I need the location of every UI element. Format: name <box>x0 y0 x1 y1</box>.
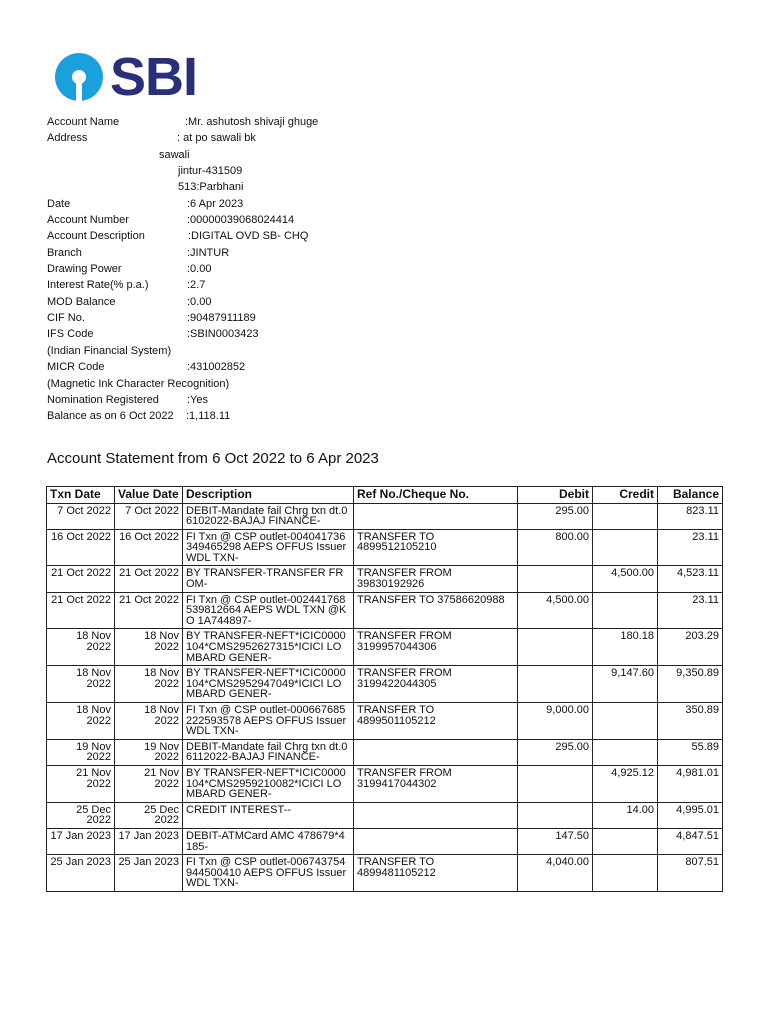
cell-txn-date: 25 Dec 2022 <box>47 802 115 828</box>
cell-balance: 23.11 <box>658 592 723 629</box>
table-row <box>47 566 723 592</box>
cell-value-date: 18 Nov 2022 <box>115 666 183 703</box>
cell-description: CREDIT INTEREST-- <box>183 802 354 828</box>
account-name-value: :Mr. ashutosh shivaji ghuge <box>185 116 319 128</box>
interest-rate-label: Interest Rate(% p.a.) <box>47 279 149 292</box>
address-value: : at po sawali bk <box>177 132 256 145</box>
cell-credit <box>593 855 658 892</box>
cell-txn-date: 25 Jan 2023 <box>47 855 115 892</box>
cell-txn-date: 16 Oct 2022 <box>47 529 115 566</box>
cell-txn-date: 18 Nov 2022 <box>47 666 115 703</box>
cell-debit: 295.00 <box>518 503 593 529</box>
cell-credit <box>593 739 658 765</box>
cell-credit: 14.00 <box>593 802 658 828</box>
cell-balance: 9,350.89 <box>658 666 723 703</box>
cell-debit <box>518 802 593 828</box>
mod-balance-label: MOD Balance <box>47 295 116 308</box>
cell-description: BY TRANSFER-NEFT*ICIC0000104*CMS2952627315*ICICI LOMBARD GENER- <box>183 629 354 666</box>
account-description-value: :DIGITAL OVD SB- CHQ <box>188 230 309 243</box>
cell-value-date: 18 Nov 2022 <box>115 703 183 740</box>
cell-txn-date: 17 Jan 2023 <box>47 828 115 854</box>
cell-balance: 55.89 <box>658 739 723 765</box>
cell-credit <box>593 503 658 529</box>
cell-description: BY TRANSFER-NEFT*ICIC0000104*CMS2959210082*ICICI LOMBARD GENER- <box>183 765 354 802</box>
date-value: :6 Apr 2023 <box>187 197 244 210</box>
cell-value-date: 18 Nov 2022 <box>115 629 183 666</box>
address-line2: sawali <box>159 148 190 161</box>
cell-value-date: 21 Nov 2022 <box>115 765 183 802</box>
micr-note: (Magnetic Ink Character Recognition) <box>47 377 230 390</box>
table-row <box>47 592 723 629</box>
table-row <box>47 739 723 765</box>
cell-value-date: 21 Oct 2022 <box>115 592 183 629</box>
cell-txn-date: 18 Nov 2022 <box>47 629 115 666</box>
cell-ref-no: TRANSFER FROM 3199417044302 <box>354 765 518 802</box>
cell-balance: 350.89 <box>658 703 723 740</box>
table-row <box>47 855 723 892</box>
ifs-code-label: IFS Code <box>47 328 94 341</box>
cell-txn-date: 21 Oct 2022 <box>47 566 115 592</box>
cell-ref-no: TRANSFER TO 37586620988 <box>354 592 518 629</box>
cell-ref-no <box>354 739 518 765</box>
micr-code-value: :431002852 <box>187 361 246 374</box>
cell-description: BY TRANSFER-NEFT*ICIC0000104*CMS2952947049*ICICI LOMBARD GENER- <box>183 666 354 703</box>
cell-credit <box>593 703 658 740</box>
cif-no-label: CIF No. <box>47 312 85 325</box>
cell-balance: 4,847.51 <box>658 828 723 854</box>
col-header-description: Description <box>183 487 354 504</box>
cell-credit: 180.18 <box>593 629 658 666</box>
nomination-value: :Yes <box>187 393 209 406</box>
ifs-note: (Indian Financial System) <box>47 344 172 357</box>
cif-no-value: :90487911189 <box>187 312 256 325</box>
table-header-row <box>47 487 723 504</box>
cell-value-date: 21 Oct 2022 <box>115 566 183 592</box>
brand-name: SBI <box>110 47 198 107</box>
col-header-txn-date: Txn Date <box>47 487 115 504</box>
cell-debit: 9,000.00 <box>518 703 593 740</box>
cell-description: BY TRANSFER-TRANSFER FROM- <box>183 566 354 592</box>
cell-description: FI Txn @ CSP outlet-000667685222593578 AEPS OFFUS Issuer WDL TXN- <box>183 703 354 740</box>
cell-credit <box>593 529 658 566</box>
cell-debit: 800.00 <box>518 529 593 566</box>
cell-balance: 823.11 <box>658 503 723 529</box>
cell-ref-no: TRANSFER FROM 39830192926 <box>354 566 518 592</box>
col-header-credit: Credit <box>593 487 658 504</box>
cell-value-date: 7 Oct 2022 <box>115 503 183 529</box>
cell-debit <box>518 765 593 802</box>
statement-table <box>46 486 723 892</box>
cell-value-date: 17 Jan 2023 <box>115 828 183 854</box>
cell-description: DEBIT-Mandate fail Chrg txn dt.06102022-BAJAJ FINANCE- <box>183 503 354 529</box>
account-number-label: Account Number <box>47 214 129 227</box>
cell-balance: 807.51 <box>658 855 723 892</box>
cell-description: FI Txn @ CSP outlet-004041736349465298 AEPS OFFUS Issuer WDL TXN- <box>183 529 354 566</box>
address-label: Address <box>47 132 88 145</box>
balance-as-on-value: :1,118.11 <box>186 410 231 423</box>
cell-ref-no: TRANSFER FROM 3199957044306 <box>354 629 518 666</box>
col-header-value-date: Value Date <box>115 487 183 504</box>
cell-value-date: 25 Jan 2023 <box>115 855 183 892</box>
cell-txn-date: 7 Oct 2022 <box>47 503 115 529</box>
cell-description: FI Txn @ CSP outlet-002441768539812664 AEPS WDL TXN @KO 1A744897- <box>183 592 354 629</box>
cell-debit <box>518 666 593 703</box>
branch-label: Branch <box>47 246 82 259</box>
cell-balance: 4,523.11 <box>658 566 723 592</box>
branch-value: :JINTUR <box>187 246 230 259</box>
cell-credit <box>593 828 658 854</box>
cell-txn-date: 18 Nov 2022 <box>47 703 115 740</box>
balance-as-on-label: Balance as on 6 Oct 2022 <box>47 410 174 423</box>
cell-value-date: 25 Dec 2022 <box>115 802 183 828</box>
table-row <box>47 503 723 529</box>
cell-credit <box>593 592 658 629</box>
interest-rate-value: :2.7 <box>187 279 206 292</box>
table-row <box>47 828 723 854</box>
cell-ref-no: TRANSFER TO 4899512105210 <box>354 529 518 566</box>
account-name-label: Account Name <box>47 116 120 128</box>
drawing-power-value: :0.00 <box>187 263 212 276</box>
drawing-power-label: Drawing Power <box>47 263 122 276</box>
cell-value-date: 16 Oct 2022 <box>115 529 183 566</box>
ifs-code-value: :SBIN0003423 <box>187 328 259 341</box>
col-header-ref-no: Ref No./Cheque No. <box>354 487 518 504</box>
cell-balance: 203.29 <box>658 629 723 666</box>
cell-value-date: 19 Nov 2022 <box>115 739 183 765</box>
cell-ref-no <box>354 503 518 529</box>
cell-credit: 4,925.12 <box>593 765 658 802</box>
date-label: Date <box>47 197 71 210</box>
cell-txn-date: 21 Nov 2022 <box>47 765 115 802</box>
mod-balance-value: :0.00 <box>187 295 212 308</box>
address-line3: jintur-431509 <box>178 165 243 178</box>
cell-ref-no: TRANSFER TO 4899501105212 <box>354 703 518 740</box>
cell-ref-no: TRANSFER TO 4899481105212 <box>354 855 518 892</box>
cell-description: DEBIT-ATMCard AMC 478679*4185- <box>183 828 354 854</box>
cell-debit: 4,040.00 <box>518 855 593 892</box>
cell-debit <box>518 566 593 592</box>
account-description-label: Account Description <box>47 230 145 243</box>
cell-description: FI Txn @ CSP outlet-006743754944500410 AEPS OFFUS Issuer WDL TXN- <box>183 855 354 892</box>
table-row <box>47 802 723 828</box>
cell-debit <box>518 629 593 666</box>
cell-ref-no <box>354 802 518 828</box>
micr-code-label: MICR Code <box>47 361 105 374</box>
table-row <box>47 629 723 666</box>
statement-heading: Account Statement from 6 Oct 2022 to 6 Apr 2023 <box>47 450 379 467</box>
cell-debit: 295.00 <box>518 739 593 765</box>
table-row <box>47 666 723 703</box>
col-header-debit: Debit <box>518 487 593 504</box>
cell-txn-date: 21 Oct 2022 <box>47 592 115 629</box>
account-number-value: :00000039068024414 <box>187 214 295 227</box>
cell-balance: 4,981.01 <box>658 765 723 802</box>
cell-credit: 4,500.00 <box>593 566 658 592</box>
cell-balance: 4,995.01 <box>658 802 723 828</box>
address-line4: 513:Parbhani <box>178 181 244 194</box>
cell-balance: 23.11 <box>658 529 723 566</box>
sbi-logo <box>54 47 198 107</box>
col-header-balance: Balance <box>658 487 723 504</box>
cell-credit: 9,147.60 <box>593 666 658 703</box>
sbi-keyhole-icon <box>54 52 104 102</box>
nomination-label: Nomination Registered <box>47 393 159 406</box>
cell-ref-no: TRANSFER FROM 3199422044305 <box>354 666 518 703</box>
table-row <box>47 765 723 802</box>
table-row <box>47 703 723 740</box>
cell-ref-no <box>354 828 518 854</box>
cell-debit: 4,500.00 <box>518 592 593 629</box>
cell-description: DEBIT-Mandate fail Chrg txn dt.06112022-BAJAJ FINANCE- <box>183 739 354 765</box>
cell-debit: 147.50 <box>518 828 593 854</box>
table-row <box>47 529 723 566</box>
cell-txn-date: 19 Nov 2022 <box>47 739 115 765</box>
